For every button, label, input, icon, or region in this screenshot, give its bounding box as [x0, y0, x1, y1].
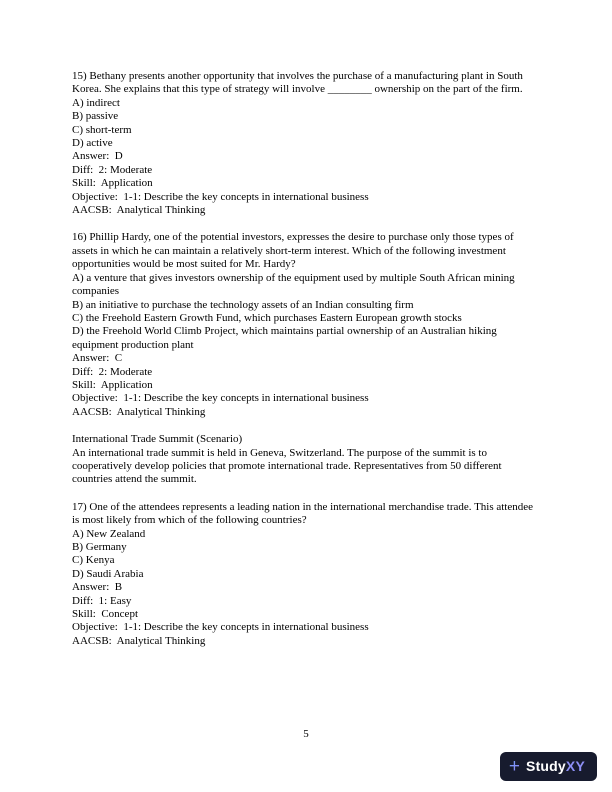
choice-a: A) New Zealand: [72, 527, 146, 540]
choice-d: D) active: [72, 137, 113, 150]
answer-line: Answer: D: [72, 150, 123, 163]
choice-d: D) Saudi Arabia: [72, 567, 144, 580]
logo-text-accent: XY: [565, 757, 585, 774]
question-block-16: [72, 231, 540, 419]
diff-line: Diff: 1: Easy: [72, 594, 132, 607]
choice-c: C) short-term: [72, 123, 132, 136]
answer-line: Answer: B: [72, 581, 123, 594]
choice-c: C) Kenya: [72, 554, 115, 567]
choice-a: A) a venture that gives investors ownership of the equipment used by multiple South African mining companies: [72, 271, 518, 298]
choice-c: C) the Freehold Eastern Growth Fund, which purchases Eastern European growth stocks: [72, 311, 462, 324]
choice-a: A) indirect: [72, 96, 120, 109]
diff-line: Diff: 2: Moderate: [72, 365, 153, 378]
objective-line: Objective: 1-1: Describe the key concepts in international business: [72, 190, 369, 203]
question-stem: 16) Phillip Hardy, one of the potential investors, expresses the desire to purchase only those types of assets in which he can maintain a relatively short-term interest. Which of the following investment opportunities would be most suited for Mr. Hardy?: [72, 231, 517, 271]
aacsb-line: AACSB: Analytical Thinking: [72, 204, 206, 217]
scenario-block: [72, 433, 540, 487]
choice-d: D) the Freehold World Climb Project, which maintains partial ownership of an Australian hiking equipment production plant: [72, 325, 500, 351]
skill-line: Skill: Application: [72, 378, 153, 391]
page-content: [72, 70, 540, 662]
scenario-body: An international trade summit is held in Geneva, Switzerland. The purpose of the summit is to cooperatively develop policies that promote international trade. Representatives from 50 different countries attend the summit.: [72, 446, 505, 486]
objective-line: Objective: 1-1: Describe the key concepts in international business: [72, 621, 369, 634]
diff-line: Diff: 2: Moderate: [72, 163, 153, 176]
question-stem: 15) Bethany presents another opportunity that involves the purchase of a manufacturing plant in South Korea. She explains that this type of strategy will involve ________ ownership on the part of the firm.: [72, 70, 526, 96]
question-stem: 17) One of the attendees represents a leading nation in the international merchandise trade. This attendee is most likely from which of the following countries?: [72, 500, 536, 527]
question-block-15: [72, 70, 540, 217]
aacsb-line: AACSB: Analytical Thinking: [72, 634, 206, 647]
logo-text-primary: Study: [526, 757, 566, 774]
objective-line: Objective: 1-1: Describe the key concepts in international business: [72, 392, 369, 405]
choice-b: B) an initiative to purchase the technology assets of an Indian consulting firm: [72, 298, 414, 311]
question-block-17: [72, 501, 540, 648]
aacsb-line: AACSB: Analytical Thinking: [72, 405, 206, 418]
choice-b: B) passive: [72, 110, 119, 123]
scenario-title: International Trade Summit (Scenario): [72, 433, 243, 446]
skill-line: Skill: Application: [72, 177, 153, 190]
answer-line: Answer: C: [72, 352, 123, 365]
choice-b: B) Germany: [72, 541, 127, 553]
logo-text: [526, 757, 585, 774]
page-number: 5: [303, 728, 309, 740]
skill-line: Skill: Concept: [72, 608, 138, 621]
plus-icon: +: [508, 756, 521, 777]
studyxy-logo: [500, 752, 597, 781]
